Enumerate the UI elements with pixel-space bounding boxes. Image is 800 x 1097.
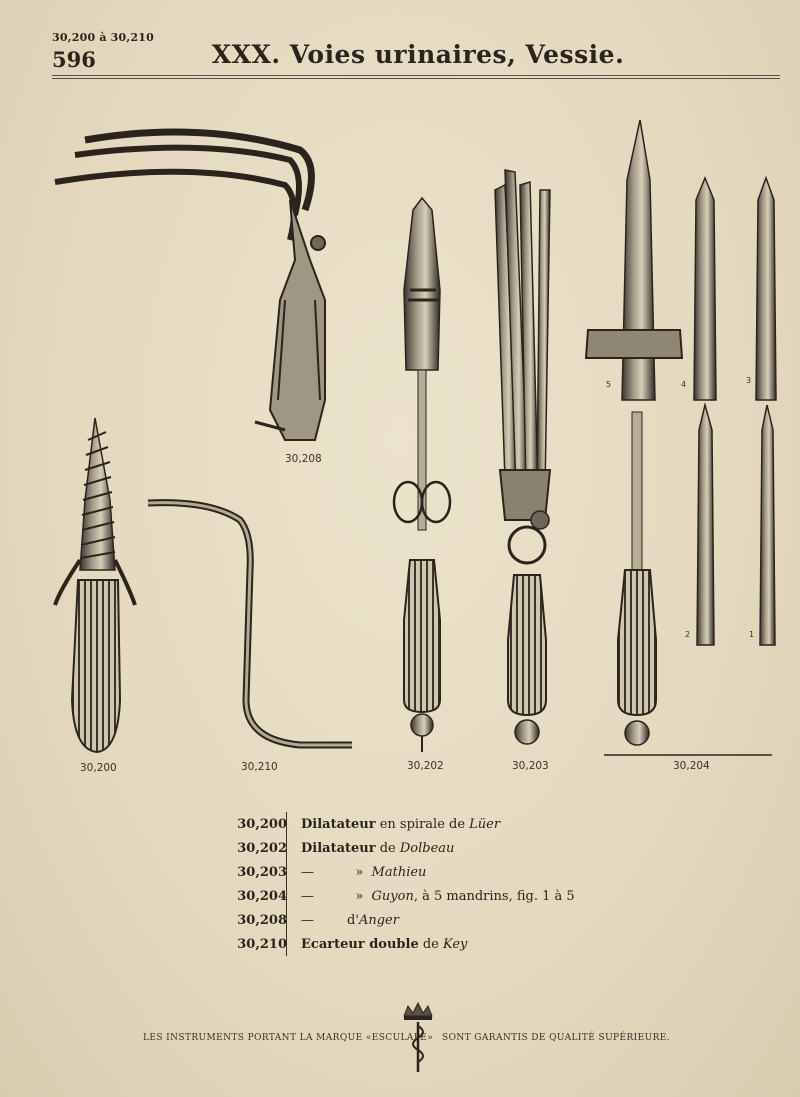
- anger-retractor-illustration: [55, 132, 325, 440]
- key-retractor-illustration: [148, 503, 352, 745]
- mandrin-number: 3: [746, 376, 752, 385]
- footer-left-text: LES INSTRUMENTS PORTANT LA MARQUE «ESCULAPE»: [143, 1033, 434, 1043]
- legend-row: [235, 932, 655, 956]
- mathieu-dilatator-illustration: [495, 170, 550, 744]
- legend-table: [235, 812, 655, 956]
- item-code: 30,210: [237, 936, 287, 952]
- item-code: 30,204: [237, 888, 287, 904]
- item-code: 30,208: [237, 912, 287, 928]
- legend-row: [235, 836, 655, 860]
- item-description: Dilatateur en spirale de Lüer: [301, 816, 501, 832]
- figure-caption: 30,200: [80, 762, 117, 774]
- figure-caption: 30,203: [512, 760, 549, 772]
- dolbeau-dilatator-illustration: [394, 198, 450, 752]
- item-description: — » Guyon, à 5 mandrins, fig. 1 à 5: [301, 888, 575, 904]
- item-code: 30,200: [237, 816, 287, 832]
- luer-dilatator-illustration: [55, 418, 135, 752]
- footer-right-text: SONT GARANTIS DE QUALITÉ SUPÉRIEURE.: [442, 1033, 670, 1043]
- item-range: 30,200 à 30,210: [52, 31, 154, 44]
- figure-caption: 30,204: [673, 760, 710, 772]
- item-description: Dilatateur de Dolbeau: [301, 840, 455, 856]
- mandrin-number: 5: [606, 380, 612, 389]
- figure-caption: 30,202: [407, 760, 444, 772]
- legend-row: [235, 812, 655, 836]
- legend-row: [235, 884, 655, 908]
- item-description: Ecarteur double de Key: [301, 936, 468, 952]
- legend-row: [235, 860, 655, 884]
- figure-caption: 30,208: [285, 453, 322, 465]
- mandrin-number: 2: [685, 630, 691, 639]
- figure-caption: 30,210: [241, 761, 278, 773]
- mandrin-number: 4: [681, 380, 687, 389]
- item-description: — d'Anger: [301, 912, 399, 928]
- page-number: 596: [52, 47, 96, 72]
- item-description: — » Mathieu: [301, 864, 427, 880]
- guyon-dilatator-illustration: [586, 120, 776, 755]
- item-code: 30,203: [237, 864, 287, 880]
- item-code: 30,202: [237, 840, 287, 856]
- chapter-title: XXX. Voies urinaires, Vessie.: [211, 40, 625, 69]
- mandrin-number: 1: [749, 630, 755, 639]
- legend-row: [235, 908, 655, 932]
- esculape-crown-logo: [398, 1000, 438, 1074]
